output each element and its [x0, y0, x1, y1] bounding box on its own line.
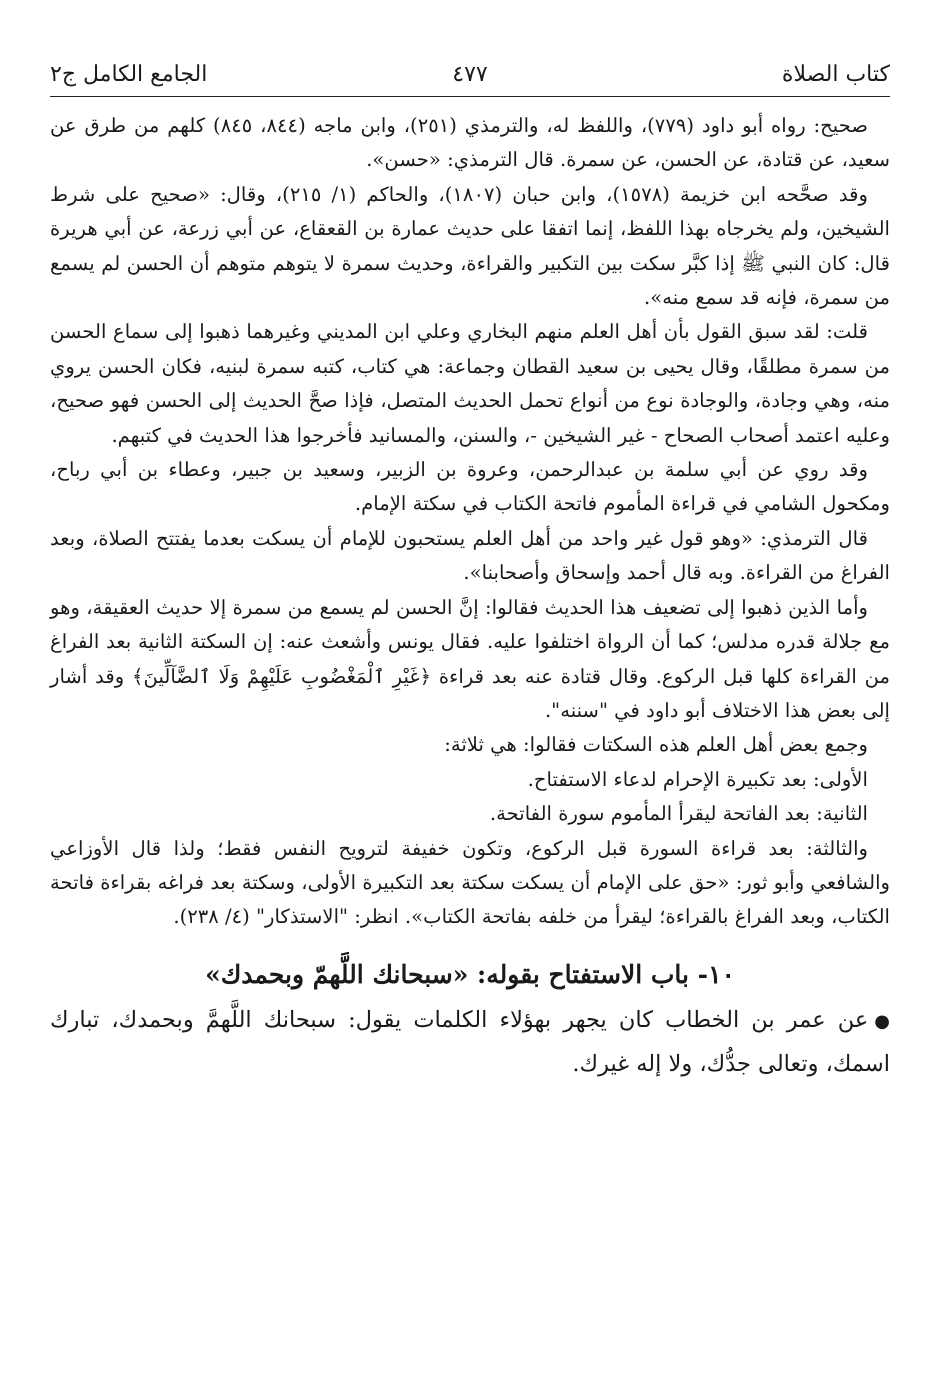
chapter-title: كتاب الصلاة	[781, 62, 890, 87]
paragraph-third-pause: والثالثة: بعد قراءة السورة قبل الركوع، وتكون خفيفة لترويح النفس فقط؛ ولذا قال الأوزاعي والشافعي وأبو ثور: «حق على الإمام أن يسكت سكتة بعد التكبيرة الأولى، وسكتة بعد فراغه بقراءة فاتحة الكتاب، وبعد الفراغ بالقراءة؛ ليقرأ من خلفه بفاتحة الكتاب». انظر: "الاستذكار" (٤/ ٢٣٨).	[50, 836, 890, 929]
paragraph-second-pause: الثانية: بعد الفاتحة ليقرأ المأموم سورة الفاتحة.	[489, 802, 868, 826]
paragraph-commentary: قلت: لقد سبق القول بأن أهل العلم منهم البخاري وعلي ابن المديني وغيرهما ذهبوا إلى سماع الحسن من سمرة مطلقًا، وقال يحيى بن سعيد القطان وجماعة: هي كتاب، كتبه سمرة لبنيه، فكان الحسن يروي منه، وهي وجادة، والوجادة نوع من أنواع تحمل الحديث المتصل، فإذا صحَّ الحديث إلى الحسن فهو صحيح، وعليه اعتمد أصحاب الصحاح - غير الشيخين -، والسنن، والمسانيد فأخرجوا هذا الحديث في كتبهم.	[50, 320, 890, 447]
hadith-body: عن عمر بن الخطاب كان يجهر بهؤلاء الكلمات يقول: سبحانك اللَّهمَّ وبحمدك، تبارك اسمك، وتعالى جدُّك، ولا إله غيرك.	[50, 1006, 890, 1077]
paragraph-three-pauses-intro: وجمع بعض أهل العلم هذه السكتات فقالوا: هي ثلاثة:	[444, 733, 868, 757]
book-page	[50, 52, 890, 1085]
paragraph-grading: صحيح: رواه أبو داود (٧٧٩)، واللفظ له، والترمذي (٢٥١)، وابن ماجه (٨٤٤، ٨٤٥) كلهم من طرق عن سعيد، عن قتادة، عن الحسن، عن سمرة. قال الترمذي: «حسن».	[50, 114, 890, 172]
page-number: ٤٧٧	[452, 62, 488, 87]
section-heading: ١٠- باب الاستفتاح بقوله: «سبحانك اللَّهمّ وبحمدك»	[205, 959, 735, 989]
paragraph-authentication: وقد صحَّحه ابن خزيمة (١٥٧٨)، وابن حبان (١٨٠٧)، والحاكم (١/ ٢١٥)، وقال: «صحيح على شرط الشيخين، ولم يخرجاه بهذا اللفظ، إنما اتفقا على حديث عمارة بن القعقاع، عن أبي زرعة، عن أبي هريرة قال: كان النبي ﷺ إذا كبَّر سكت بين التكبير والقراءة، وحديث سمرة لا يتوهم متوهم أن الحسن لم يسمع من سمرة، فإنه قد سمع منه».	[50, 182, 890, 310]
hadith-text	[50, 999, 890, 1085]
paragraph-first-pause: الأولى: بعد تكبيرة الإحرام لدعاء الاستفتاح.	[527, 767, 868, 791]
page-body	[50, 109, 890, 935]
book-title: الجامع الكامل ج٢	[50, 62, 208, 87]
bullet-icon: ●	[874, 1010, 890, 1032]
paragraph-weakening-view: وأما الذين ذهبوا إلى تضعيف هذا الحديث فقالوا: إنَّ الحسن لم يسمع من سمرة إلا حديث العقيقة، وهو مع جلالة قدره مدلس؛ كما أن الرواة اختلفوا عليه. فقال يونس وأشعث عنه: إن السكتة الثانية بعد الفراغ من القراءة كلها قبل الركوع. وقال قتادة عنه بعد قراءة ﴿غَيْرِ ٱلْمَغْضُوبِ عَلَيْهِمْ وَلَا ٱلضَّآلِّينَ﴾ وقد أشار إلى بعض هذا الاختلاف أبو داود في "سننه".	[50, 595, 890, 722]
paragraph-tirmidhi-quote: قال الترمذي: «وهو قول غير واحد من أهل العلم يستحبون للإمام أن يسكت بعدما يفتتح الصلاة، وبعد الفراغ من القراءة. وبه قال أحمد وإسحاق وأصحابنا».	[50, 526, 890, 585]
paragraph-narrations: وقد روي عن أبي سلمة بن عبدالرحمن، وعروة بن الزبير، وسعيد بن جبير، وعطاء بن أبي رباح، ومكحول الشامي في قراءة المأموم فاتحة الكتاب في سكتة الإمام.	[50, 458, 890, 516]
page-header	[50, 52, 890, 97]
